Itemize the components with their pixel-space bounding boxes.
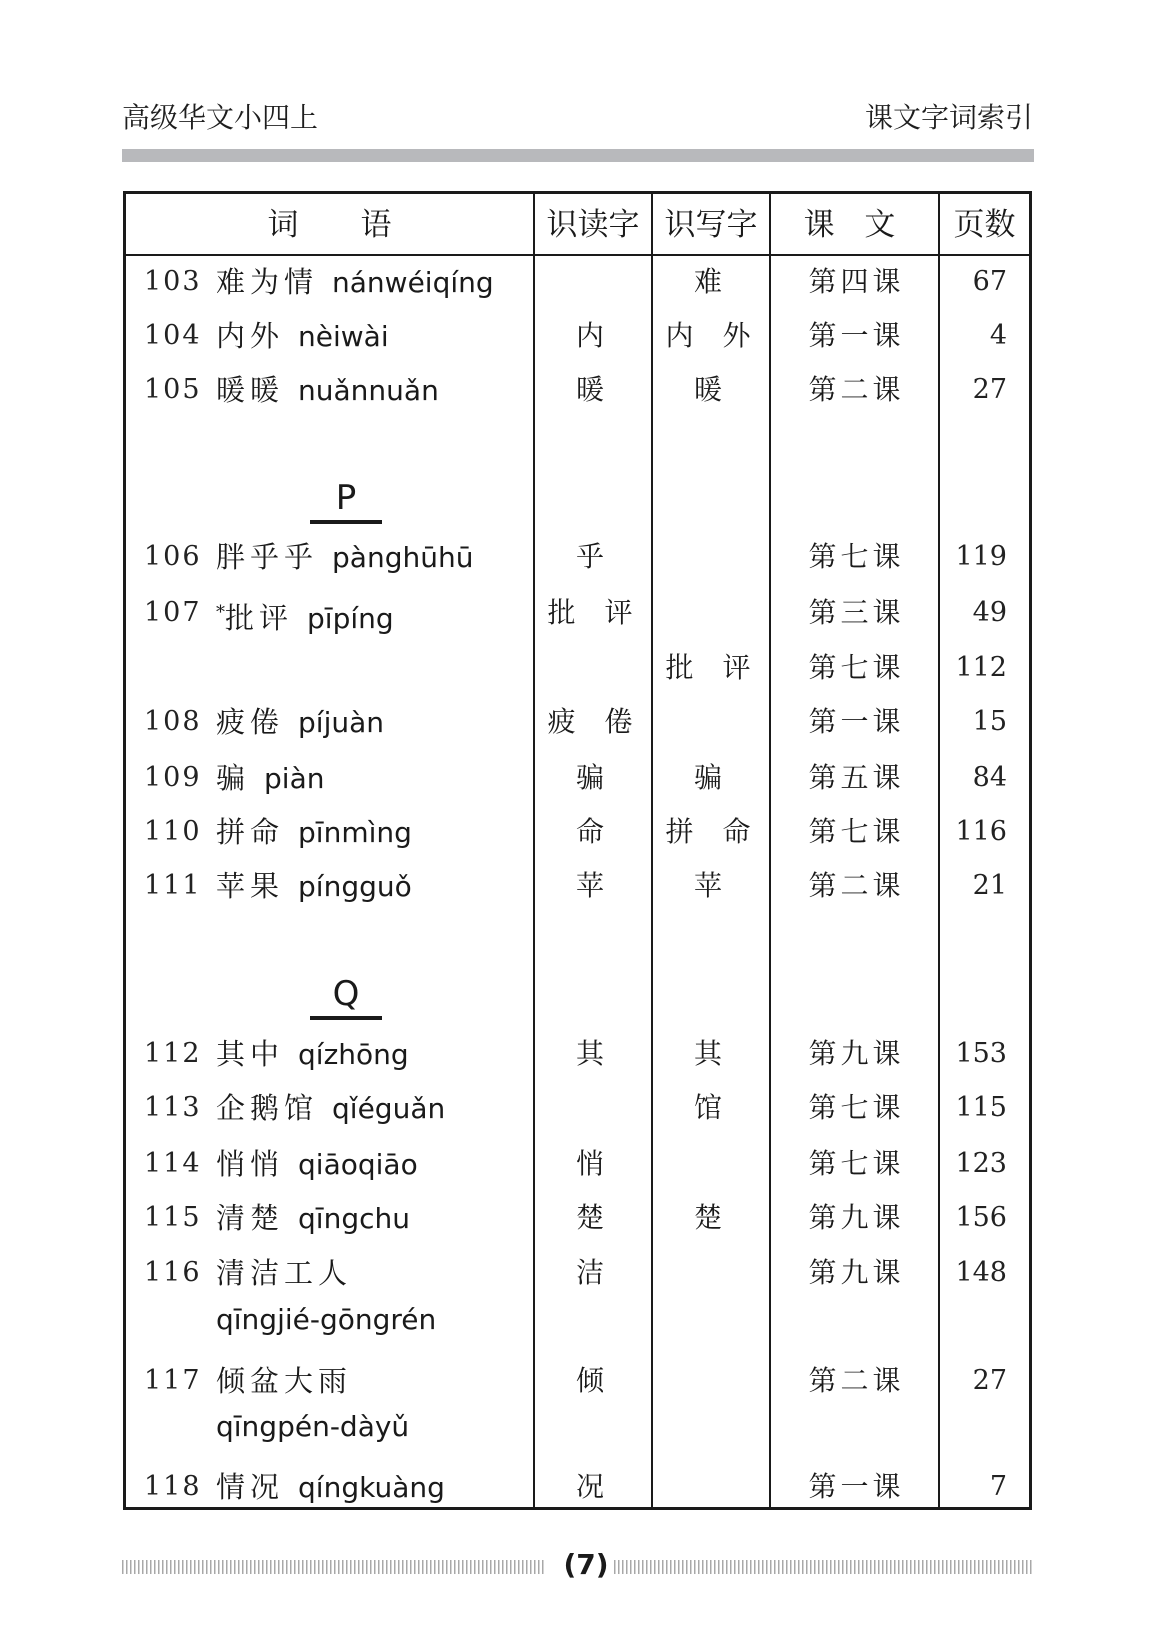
table-row <box>126 1032 1029 1076</box>
table-row <box>126 260 1029 304</box>
page-number: 21 <box>972 870 1007 901</box>
entry-number: 114 <box>144 1148 202 1179</box>
lesson: 第二课 <box>808 1364 905 1397</box>
word-pinyin: pīpíng <box>307 602 394 635</box>
table-row <box>126 1359 1029 1403</box>
lesson: 第二课 <box>808 869 905 902</box>
read-chars: 疲 倦 <box>547 705 643 738</box>
entry-word <box>216 591 394 641</box>
word-pinyin: nèiwài <box>298 320 389 353</box>
column-header-lesson: 课 文 <box>803 207 906 243</box>
table-row-continuation <box>126 1297 1029 1341</box>
lesson: 第四课 <box>808 265 905 298</box>
table-row <box>126 810 1029 854</box>
word-hanzi: 情况 <box>216 1470 285 1504</box>
entry-number: 104 <box>144 320 202 351</box>
write-chars: 其 <box>693 1037 732 1070</box>
write-chars: 楚 <box>693 1201 732 1234</box>
write-chars: 内 外 <box>665 319 761 352</box>
word-hanzi: 批评 <box>225 601 294 635</box>
page-footer <box>122 1548 1034 1584</box>
page-number: 4 <box>989 320 1007 351</box>
entry-word <box>216 1142 418 1187</box>
entry-number: 113 <box>144 1092 202 1123</box>
entry-word <box>216 1086 445 1131</box>
entry-number: 107 <box>144 597 202 628</box>
word-hanzi: 拼命 <box>216 815 285 849</box>
entry-word <box>216 535 473 580</box>
lesson: 第七课 <box>808 651 905 684</box>
page-number: 148 <box>955 1257 1007 1288</box>
entry-number: 111 <box>144 870 202 901</box>
entry-number: 110 <box>144 816 202 847</box>
entry-word <box>216 1404 409 1449</box>
entry-number: 116 <box>144 1257 202 1288</box>
page-number: 84 <box>972 762 1007 793</box>
entry-number: 105 <box>144 374 202 405</box>
section-letter-p <box>306 478 386 518</box>
word-pinyin: qīngpén-dàyǔ <box>216 1410 410 1443</box>
page-number: 119 <box>955 541 1007 572</box>
word-pinyin: qízhōng <box>298 1038 409 1071</box>
word-hanzi: 倾盆大雨 <box>216 1364 353 1398</box>
read-chars: 暖 <box>575 373 614 406</box>
entry-word <box>216 368 439 413</box>
table-row <box>126 1465 1029 1509</box>
word-hanzi: 疲倦 <box>216 705 285 739</box>
page-number: 156 <box>955 1202 1007 1233</box>
table-row <box>126 368 1029 412</box>
read-chars: 其 <box>575 1037 614 1070</box>
entry-word <box>216 1032 409 1077</box>
word-hanzi: 胖乎乎 <box>216 540 319 574</box>
table-row-continuation <box>126 1404 1029 1448</box>
decorative-tick-rule <box>122 1560 546 1574</box>
entry-word <box>216 864 412 909</box>
lesson: 第七课 <box>808 540 905 573</box>
write-chars: 骗 <box>693 761 732 794</box>
decorative-tick-rule <box>614 1560 1034 1574</box>
column-header-page: 页数 <box>953 207 1016 243</box>
section-underline <box>310 1016 382 1020</box>
lesson: 第七课 <box>808 1091 905 1124</box>
word-pinyin: pànghūhū <box>332 541 474 574</box>
page-number: 116 <box>955 816 1007 847</box>
word-pinyin: píngguǒ <box>298 870 412 903</box>
read-chars: 况 <box>575 1470 614 1503</box>
section-underline <box>310 520 382 524</box>
table-row <box>126 535 1029 579</box>
word-hanzi: 悄悄 <box>216 1147 285 1181</box>
entry-number: 108 <box>144 706 202 737</box>
lesson: 第五课 <box>808 761 905 794</box>
word-hanzi: 苹果 <box>216 869 285 903</box>
entry-number: 106 <box>144 541 202 572</box>
table-row <box>126 1251 1029 1295</box>
asterisk-mark: * <box>216 602 225 623</box>
entry-number: 115 <box>144 1202 202 1233</box>
lesson: 第七课 <box>808 815 905 848</box>
table-row <box>126 700 1029 744</box>
table-row <box>126 1196 1029 1240</box>
word-pinyin: nánwéiqíng <box>332 266 494 299</box>
column-header-word: 词 语 <box>267 207 392 243</box>
entry-word <box>216 1465 445 1510</box>
read-chars: 倾 <box>575 1364 614 1397</box>
table-row <box>126 1142 1029 1186</box>
table-row <box>126 756 1029 800</box>
write-chars: 批 评 <box>665 651 761 684</box>
entry-word <box>216 1359 366 1403</box>
table-row <box>126 1086 1029 1130</box>
header-divider <box>126 254 1029 256</box>
page-number: 15 <box>972 706 1007 737</box>
section-letter-q <box>306 974 386 1014</box>
word-pinyin: qǐéguǎn <box>332 1092 446 1125</box>
lesson: 第九课 <box>808 1256 905 1289</box>
section-letter: P <box>335 478 357 518</box>
entry-word <box>216 1297 436 1342</box>
entry-number: 118 <box>144 1471 202 1502</box>
word-pinyin: qiāoqiāo <box>298 1148 418 1181</box>
lesson: 第七课 <box>808 1147 905 1180</box>
table-row <box>126 864 1029 908</box>
lesson: 第一课 <box>808 319 905 352</box>
word-hanzi: 暖暖 <box>216 373 285 407</box>
lesson: 第九课 <box>808 1201 905 1234</box>
read-chars: 命 <box>575 815 614 848</box>
word-pinyin: qīngchu <box>298 1202 410 1235</box>
page-number: 115 <box>955 1092 1007 1123</box>
entry-number: 103 <box>144 266 202 297</box>
read-chars: 乎 <box>575 540 614 573</box>
section-letter: Q <box>332 974 360 1014</box>
read-chars: 苹 <box>575 869 614 902</box>
page-number: 67 <box>972 266 1007 297</box>
page-number: 27 <box>972 1365 1007 1396</box>
word-hanzi: 清洁工人 <box>216 1256 353 1290</box>
word-hanzi: 企鹅馆 <box>216 1091 319 1125</box>
word-pinyin: nuǎnnuǎn <box>298 374 439 407</box>
word-hanzi: 内外 <box>216 319 285 353</box>
page-number: 112 <box>955 652 1007 683</box>
entry-number: 117 <box>144 1365 202 1396</box>
lesson: 第九课 <box>808 1037 905 1070</box>
read-chars: 楚 <box>575 1201 614 1234</box>
read-chars: 洁 <box>575 1256 614 1289</box>
word-pinyin: qīngjié-gōngrén <box>216 1303 437 1336</box>
lesson: 第一课 <box>808 1470 905 1503</box>
read-chars: 内 <box>575 319 614 352</box>
lesson: 第一课 <box>808 705 905 738</box>
lesson: 第二课 <box>808 373 905 406</box>
entry-word <box>216 260 494 305</box>
read-chars: 批 评 <box>547 596 643 629</box>
page-number: 49 <box>972 597 1007 628</box>
word-pinyin: qíngkuàng <box>298 1471 445 1504</box>
entry-word <box>216 700 384 745</box>
word-hanzi: 难为情 <box>216 265 319 299</box>
table-row <box>126 314 1029 358</box>
vocabulary-index-table <box>123 191 1032 1510</box>
write-chars: 馆 <box>693 1091 732 1124</box>
page-number: 7 <box>989 1471 1007 1502</box>
write-chars: 暖 <box>693 373 732 406</box>
page-number: 153 <box>955 1038 1007 1069</box>
table-row <box>126 591 1029 635</box>
read-chars: 骗 <box>575 761 614 794</box>
book-title: 高级华文小四上 <box>122 101 319 134</box>
write-chars: 拼 命 <box>665 815 761 848</box>
column-header-read-chars: 识读字 <box>546 207 640 243</box>
entry-word <box>216 1251 366 1295</box>
word-hanzi: 清楚 <box>216 1201 285 1235</box>
entry-word <box>216 810 412 855</box>
page-number: 123 <box>955 1148 1007 1179</box>
entry-word <box>216 756 324 801</box>
word-hanzi: 骗 <box>216 761 251 795</box>
write-chars: 难 <box>693 265 732 298</box>
word-hanzi: 其中 <box>216 1037 285 1071</box>
entry-number: 109 <box>144 762 202 793</box>
page-number-footer: (7) <box>563 1548 609 1581</box>
lesson: 第三课 <box>808 596 905 629</box>
header-rule <box>122 149 1034 162</box>
column-header-write-chars: 识写字 <box>664 207 758 243</box>
word-pinyin: píjuàn <box>298 706 384 739</box>
word-pinyin: pīnmìng <box>298 816 412 849</box>
write-chars: 苹 <box>693 869 732 902</box>
read-chars: 悄 <box>575 1147 614 1180</box>
page-number: 27 <box>972 374 1007 405</box>
section-title: 课文字词索引 <box>864 101 1033 134</box>
entry-word <box>216 314 389 359</box>
entry-number: 112 <box>144 1038 202 1069</box>
entry-word <box>216 1196 410 1241</box>
table-row <box>126 646 1029 690</box>
word-pinyin: piàn <box>264 762 325 795</box>
